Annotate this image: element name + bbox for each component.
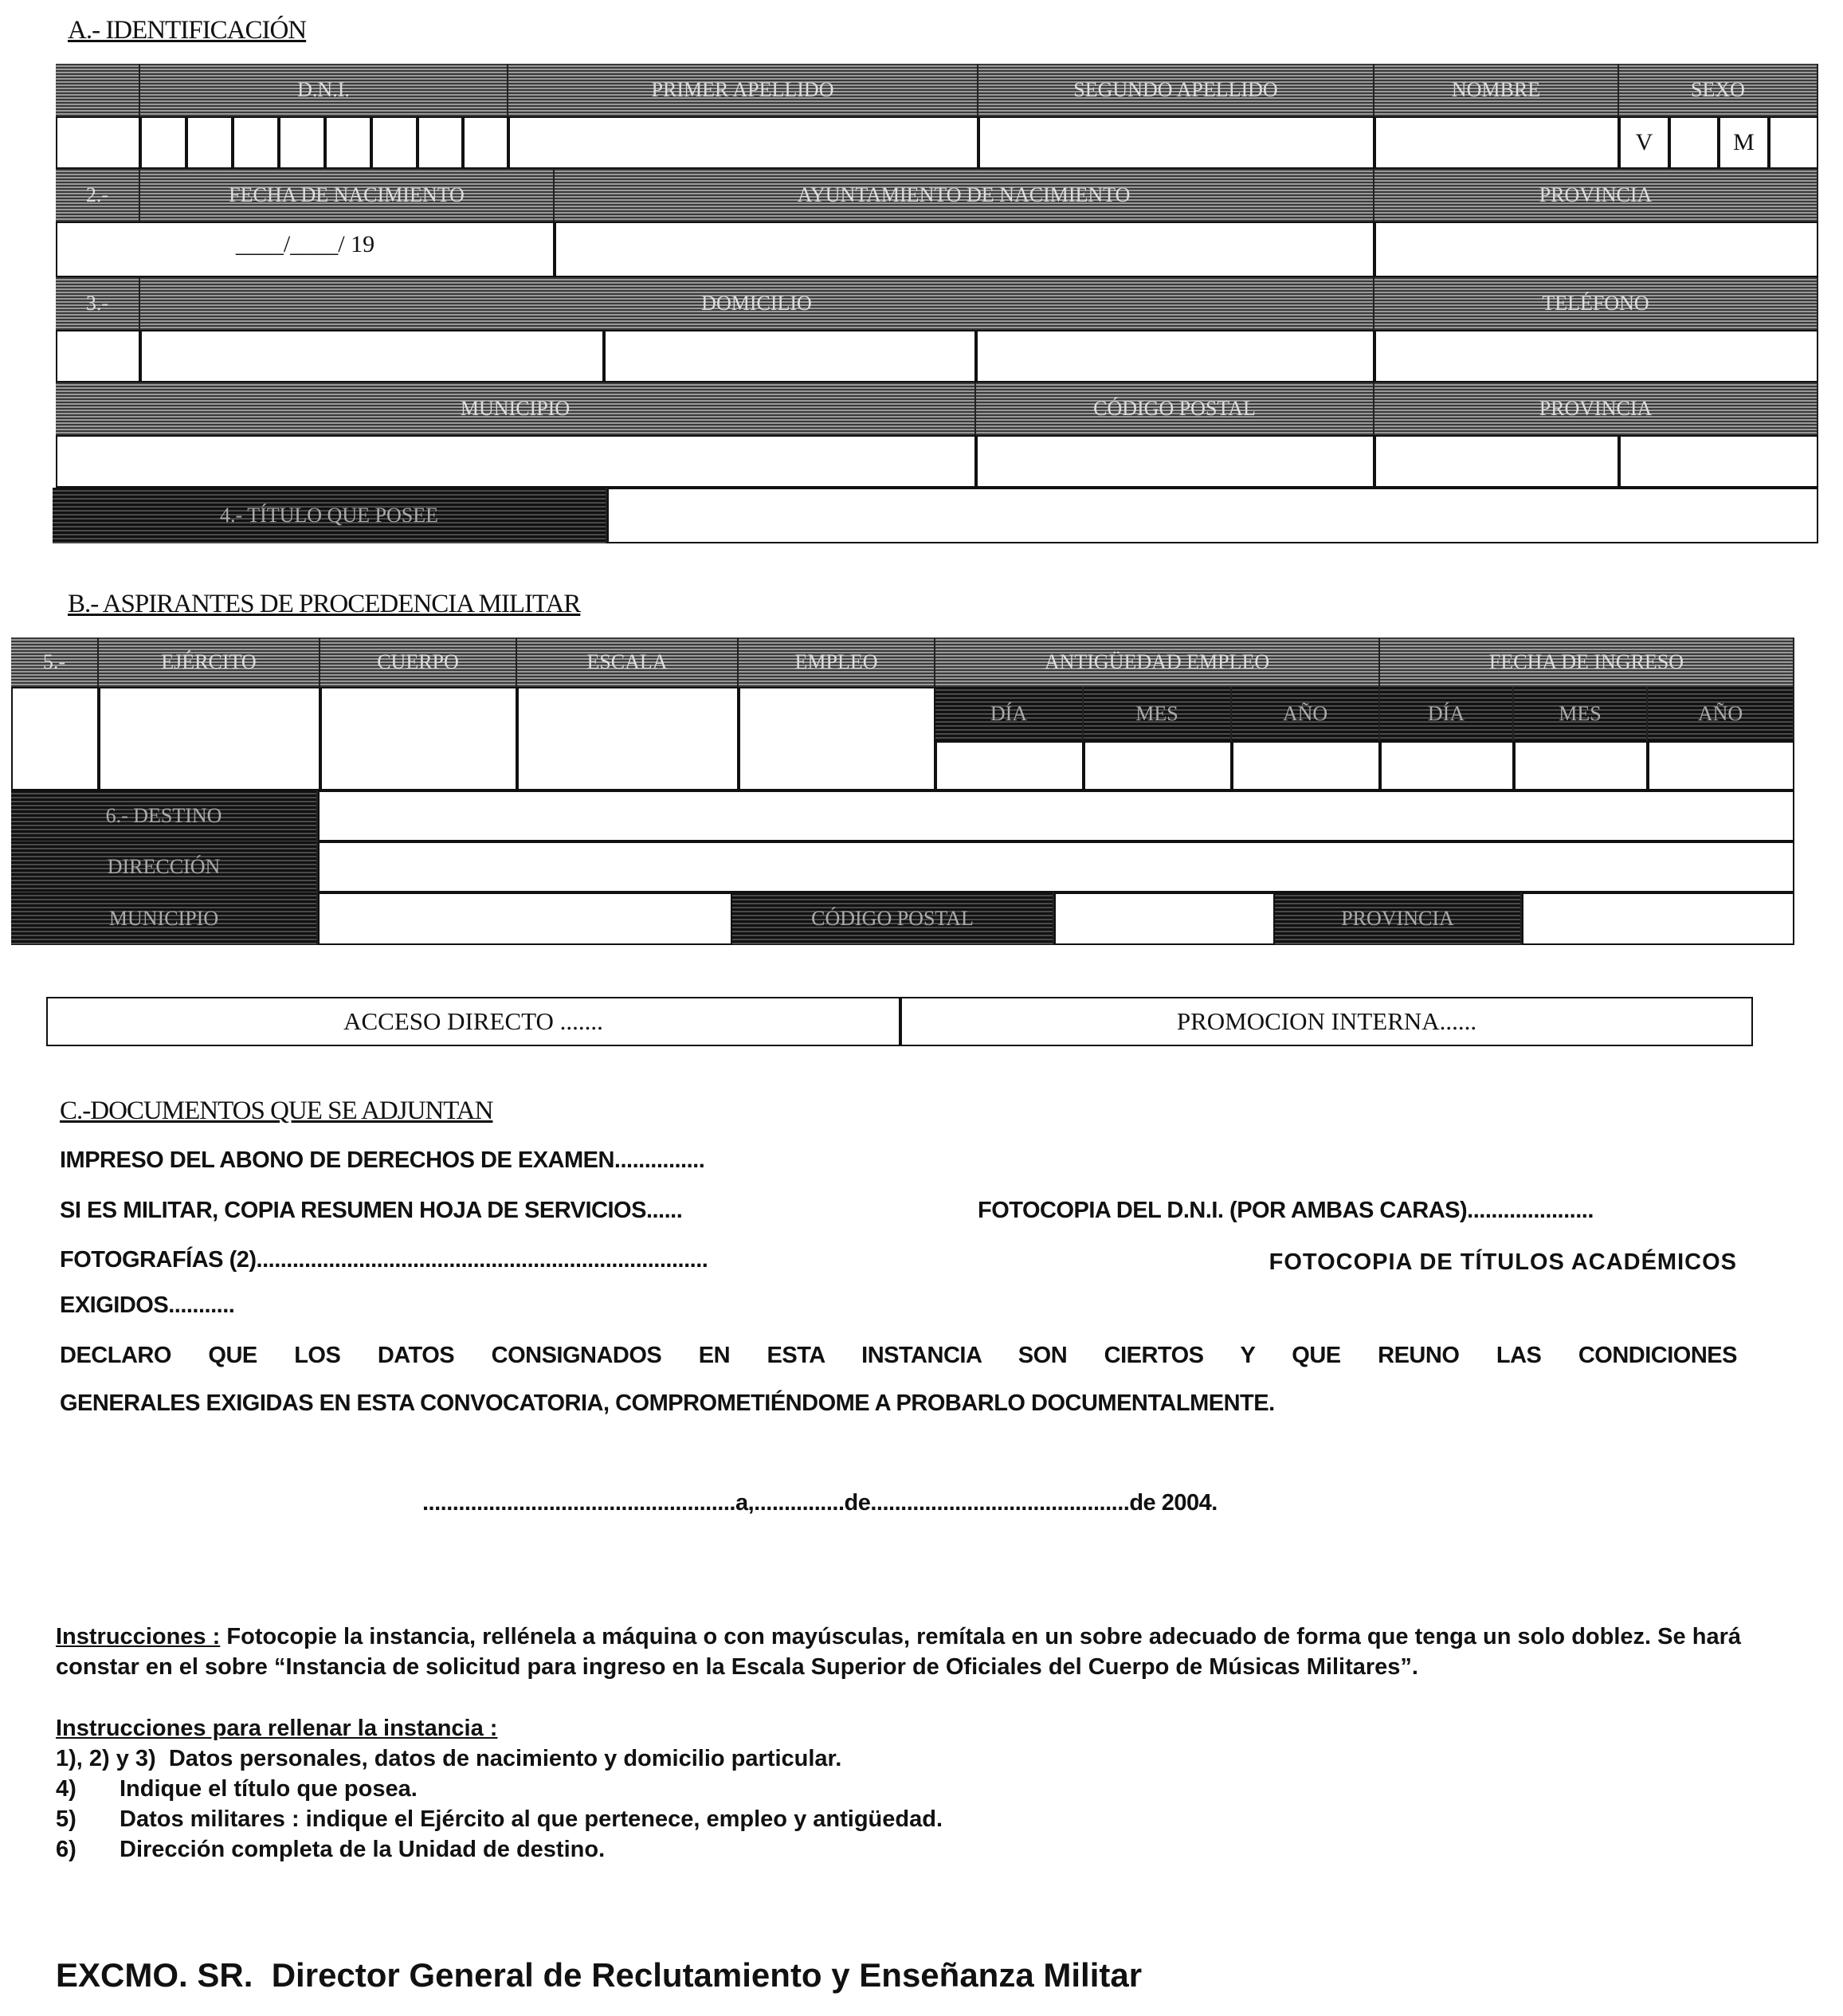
municipality-field-b[interactable] [318, 892, 732, 945]
sex-v-label: V [1619, 116, 1669, 169]
degree-field[interactable] [607, 488, 1818, 543]
declaration-line-1: DECLARO QUE LOS DATOS CONSIGNADOS EN ESTA INSTANCIA SON CIERTOS Y QUE REUNO LAS CONDICIONES [60, 1343, 1737, 1368]
instruction-item-2-text: Indique el título que posea. [120, 1776, 418, 1802]
internal-promotion-option[interactable]: PROMOCION INTERNA...... [900, 997, 1753, 1046]
header-birth-town: AYUNTAMIENTO DE NACIMIENTO [555, 169, 1374, 222]
section-a-header-row1 [56, 64, 1818, 116]
postal-code-field-b[interactable] [1054, 892, 1275, 945]
section-a-input-row3 [56, 330, 1818, 382]
seniority-month-field[interactable] [1084, 741, 1232, 790]
section-a-header-row3 [56, 277, 1818, 330]
army-field[interactable] [99, 687, 320, 790]
dni-digit-8[interactable] [463, 116, 508, 169]
doc-photos: FOTOGRAFÍAS (2)........................................................................... [60, 1247, 708, 1273]
instruction-item-3-text: Datos militares : indique el Ejército al que pertenece, empleo y antigüedad. [120, 1806, 943, 1832]
direct-access-option[interactable]: ACCESO DIRECTO ....... [46, 997, 900, 1046]
sub-month-2: MES [1514, 687, 1648, 741]
instruction-item-4 [56, 1834, 605, 1865]
addressee-name: Director General de Reclutamiento y Enseñanza Militar [271, 1956, 1143, 1994]
label-municipality-b: MUNICIPIO [11, 892, 318, 945]
header-scale: ESCALA [517, 637, 739, 687]
name-field[interactable] [1374, 116, 1619, 169]
header-province: PROVINCIA [1374, 382, 1818, 435]
postal-code-field[interactable] [976, 435, 1374, 488]
phone-field[interactable] [1374, 330, 1818, 382]
first-surname-field[interactable] [508, 116, 978, 169]
sub-day-2: DÍA [1380, 687, 1514, 741]
instruction-item-4-num: 6) [56, 1837, 76, 1862]
addressee [56, 1956, 1142, 1994]
input-number[interactable] [56, 116, 140, 169]
entry-day-field[interactable] [1380, 741, 1514, 790]
municipality-row-b [11, 892, 1794, 945]
section-a-header-row4 [56, 382, 1818, 435]
header-degree: 4.- TÍTULO QUE POSEE [53, 488, 607, 543]
scale-field[interactable] [517, 687, 739, 790]
entry-year-field[interactable] [1648, 741, 1794, 790]
birth-province-field[interactable] [1374, 222, 1818, 277]
dni-digit-5[interactable] [325, 116, 371, 169]
header-second-surname: SEGUNDO APELLIDO [978, 64, 1374, 116]
header-number [56, 64, 140, 116]
dni-digit-6[interactable] [371, 116, 418, 169]
seniority-year-field[interactable] [1232, 741, 1380, 790]
header-birth-date: FECHA DE NACIMIENTO [140, 169, 555, 222]
header-sex: SEXO [1619, 64, 1818, 116]
access-type-row [46, 997, 1753, 1046]
header-3: 3.- [56, 277, 140, 330]
section-a-header-row2 [56, 169, 1818, 222]
destination-row [11, 790, 1794, 841]
label-destination: 6.- DESTINO [11, 790, 318, 841]
sub-day-1: DÍA [935, 687, 1084, 741]
header-dni: D.N.I. [140, 64, 508, 116]
instruction-item-2 [56, 1774, 418, 1804]
doc-service-record: SI ES MILITAR, COPIA RESUMEN HOJA DE SERVICIOS...... [60, 1198, 683, 1223]
section-b-data-block [11, 687, 1794, 790]
direction-row [11, 841, 1794, 892]
sex-v-box[interactable] [1669, 116, 1719, 169]
header-5: 5.- [11, 637, 99, 687]
doc-exam-fee: IMPRESO DEL ABONO DE DERECHOS DE EXAMEN............... [60, 1147, 705, 1173]
sex-m-label: M [1719, 116, 1769, 169]
header-corps: CUERPO [320, 637, 517, 687]
doc-dni-copy: FOTOCOPIA DEL D.N.I. (POR AMBAS CARAS)..................... [978, 1198, 1594, 1223]
header-entry-date: FECHA DE INGRESO [1380, 637, 1794, 687]
sex-m-box[interactable] [1769, 116, 1818, 169]
date-subheader-row [935, 687, 1794, 741]
instruction-item-4-text: Dirección completa de la Unidad de destino. [120, 1837, 606, 1862]
section-a-title: A.- IDENTIFICACIÓN [68, 16, 307, 45]
floor-field[interactable] [976, 330, 1374, 382]
province-field-b[interactable] [1619, 435, 1818, 488]
instruction-item-1 [56, 1743, 841, 1774]
direction-field[interactable] [318, 841, 1794, 892]
instruction-item-1-text: Datos personales, datos de nacimiento y domicilio particular. [168, 1746, 842, 1771]
declaration-line-2: GENERALES EXIGIDAS EN ESTA CONVOCATORIA, COMPROMETIÉNDOME A PROBARLO DOCUMENTALMENTE. [60, 1390, 1275, 1416]
doc-required: EXIGIDOS........... [60, 1292, 235, 1318]
section-b-header-row [11, 637, 1794, 687]
second-surname-field[interactable] [978, 116, 1374, 169]
header-municipality: MUNICIPIO [56, 382, 976, 435]
instruction-item-3-num: 5) [56, 1806, 76, 1832]
header-rank: EMPLEO [739, 637, 935, 687]
birth-town-field[interactable] [555, 222, 1374, 277]
label-direction: DIRECCIÓN [11, 841, 318, 892]
doc-academic-titles: FOTOCOPIA DE TÍTULOS ACADÉMICOS [1269, 1249, 1737, 1275]
dni-digit-7[interactable] [418, 116, 463, 169]
dni-digit-4[interactable] [279, 116, 325, 169]
label-province-b: PROVINCIA [1275, 892, 1522, 945]
instruction-item-3 [56, 1804, 943, 1834]
header-name: NOMBRE [1374, 64, 1619, 116]
dni-digit-1[interactable] [140, 116, 186, 169]
address-type-field[interactable] [56, 330, 140, 382]
instructions-paragraph [56, 1622, 1741, 1682]
instruction-item-1-num: 1), 2) y 3) [56, 1746, 156, 1771]
dni-digit-3[interactable] [233, 116, 279, 169]
municipality-field[interactable] [56, 435, 976, 488]
province-field-a[interactable] [1374, 435, 1619, 488]
header-first-surname: PRIMER APELLIDO [508, 64, 978, 116]
seniority-day-field[interactable] [935, 741, 1084, 790]
instructions-heading: Instrucciones : [56, 1624, 221, 1649]
street-field[interactable] [140, 330, 604, 382]
rank-field[interactable] [739, 687, 935, 790]
birth-date-field[interactable]: ____/____/ 19 [56, 222, 555, 277]
header-army: EJÉRCITO [99, 637, 320, 687]
sub-month-1: MES [1084, 687, 1232, 741]
section-a-input-row1 [56, 116, 1818, 169]
sub-year-1: AÑO [1232, 687, 1380, 741]
section-a-input-row4 [56, 435, 1818, 488]
destination-field[interactable] [318, 790, 1794, 841]
section-a-title-row [53, 488, 1818, 543]
addressee-title: EXCMO. SR. [56, 1956, 253, 1994]
section-b-title: B.- ASPIRANTES DE PROCEDENCIA MILITAR [68, 590, 581, 618]
corps-field[interactable] [320, 687, 517, 790]
header-birth-province: PROVINCIA [1374, 169, 1818, 222]
street-number-field[interactable] [604, 330, 976, 382]
entry-month-field[interactable] [1514, 741, 1648, 790]
date-place-line[interactable]: ....................................................a,...............de...........................................de 2004. [422, 1490, 1218, 1516]
military-number-field[interactable] [11, 687, 99, 790]
header-2: 2.- [56, 169, 140, 222]
sub-year-2: AÑO [1648, 687, 1794, 741]
header-address: DOMICILIO [140, 277, 1374, 330]
section-c-title: C.-DOCUMENTOS QUE SE ADJUNTAN [60, 1096, 493, 1125]
date-input-row [935, 741, 1794, 790]
instructions-fill-heading: Instrucciones para rellenar la instancia : [56, 1716, 498, 1741]
province-field-b-section[interactable] [1522, 892, 1794, 945]
label-postal-code-b: CÓDIGO POSTAL [732, 892, 1054, 945]
header-postal-code: CÓDIGO POSTAL [976, 382, 1374, 435]
header-phone: TELÉFONO [1374, 277, 1818, 330]
header-rank-seniority: ANTIGÜEDAD EMPLEO [935, 637, 1380, 687]
instruction-item-2-num: 4) [56, 1776, 76, 1802]
dni-digit-2[interactable] [186, 116, 233, 169]
instructions-text: Fotocopie la instancia, rellénela a máquina o con mayúsculas, remítala en un sobre adecuado de forma que tenga un solo doblez. Se hará constar en el sobre “Instancia de solicitud para ingreso en la Escala Superior de Oficiales del Cuerpo de Músicas Militares”. [56, 1624, 1741, 1680]
section-a-input-row2 [56, 222, 1818, 277]
